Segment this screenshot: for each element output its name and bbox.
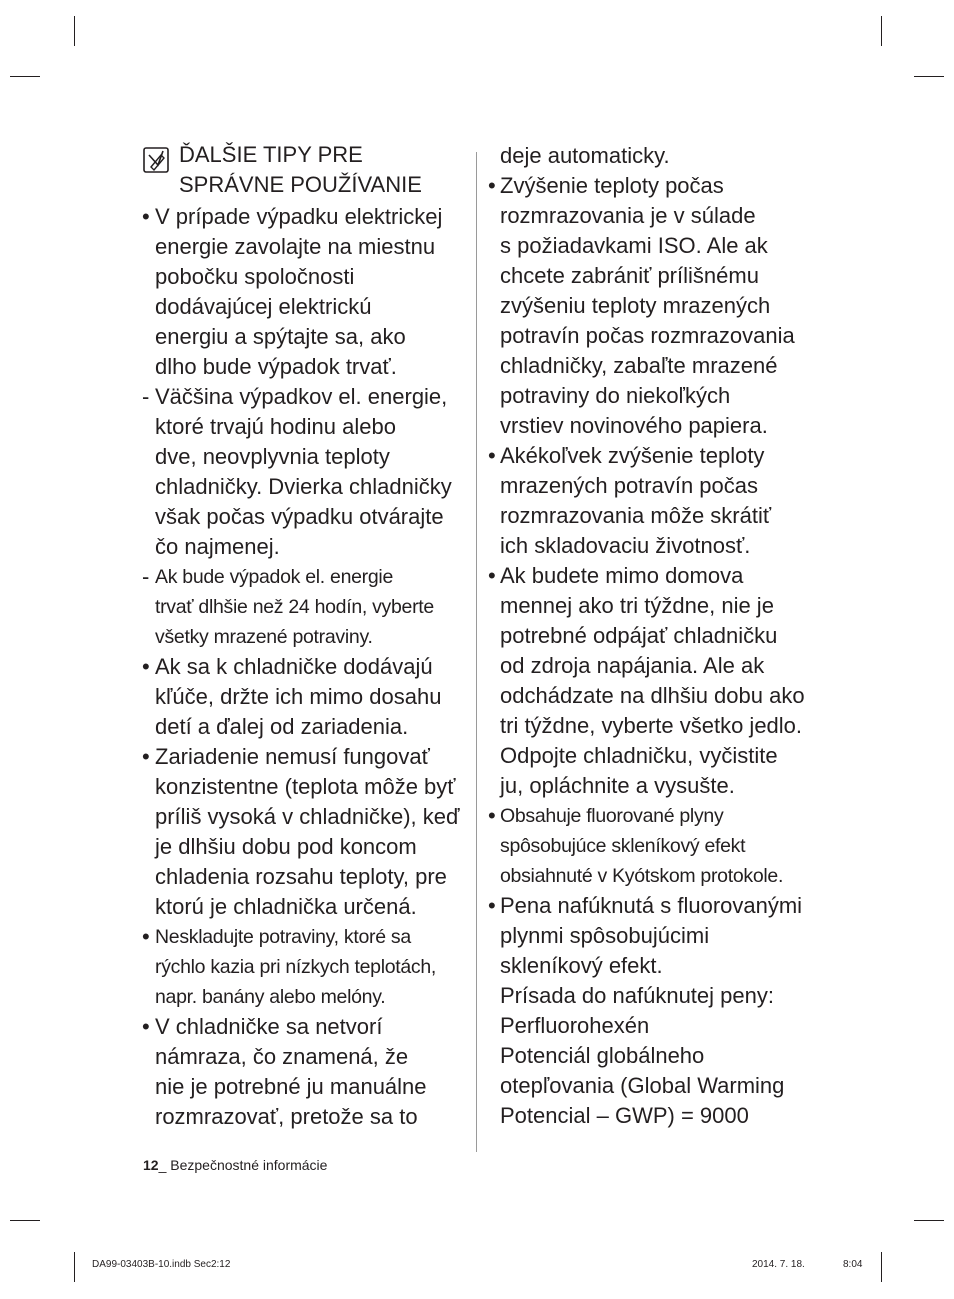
bullet-mark: • (488, 893, 496, 918)
text-line: spôsobujúce skleníkový efekt (500, 835, 746, 857)
slug-date: 2014. 7. 18. (752, 1259, 805, 1270)
text-line: dodávajúcej elektrickú (155, 294, 372, 319)
crop-mark (881, 1252, 882, 1282)
dash-mark: - (142, 384, 150, 409)
text-line: chladničky, zabaľte mrazené (500, 353, 778, 378)
text-line: deje automaticky. (500, 143, 670, 168)
heading-line-2: SPRÁVNE POUŽÍVANIE (179, 172, 422, 197)
text-line: dlho bude výpadok trvať. (155, 354, 397, 379)
text-line: príliš vysoká v chladničke), keď (155, 804, 460, 829)
text-line: Ak sa k chladničke dodávajú (155, 654, 433, 679)
text-line: napr. banány alebo melóny. (155, 986, 386, 1008)
crop-mark (74, 16, 75, 46)
text-line: Neskladujte potraviny, ktoré sa (155, 926, 411, 948)
text-line: Akékoľvek zvýšenie teploty (500, 443, 765, 468)
text-line: skleníkový efekt. (500, 953, 663, 978)
text-line: vrstiev novinového papiera. (500, 413, 768, 438)
column-divider (476, 152, 477, 1152)
text-line: potravín počas rozmrazovania (500, 323, 795, 348)
slug-time: 8:04 (843, 1259, 863, 1270)
text-line: pobočku spoločnosti (155, 264, 355, 289)
note-pencil-icon (143, 147, 169, 173)
text-line: ktorú je chladnička určená. (155, 894, 417, 919)
text-line: ich skladovaciu životnosť. (500, 533, 751, 558)
text-line: je dlhšiu dobu pod koncom (155, 834, 417, 859)
text-line: V chladničke sa netvorí (155, 1014, 383, 1039)
bullet-mark: • (142, 744, 150, 769)
text-line: Potenciál globálneho (500, 1043, 705, 1068)
bullet-mark: • (488, 173, 496, 198)
text-line: rozmrazovať, pretože sa to (155, 1104, 418, 1129)
text-line: chcete zabrániť prílišnému (500, 263, 759, 288)
text-line: chladenia rozsahu teploty, pre (155, 864, 447, 889)
section-heading (179, 140, 422, 200)
text-line: Zvýšenie teploty počas (500, 173, 724, 198)
crop-mark (10, 1220, 40, 1221)
text-line: ju, opláchnite a vysušte. (500, 773, 735, 798)
text-line: čo najmenej. (155, 534, 280, 559)
text-line: zvýšeniu teploty mrazených (500, 293, 771, 318)
text-line: kľúče, držte ich mimo dosahu (155, 684, 442, 709)
text-line: trvať dlhšie než 24 hodín, vyberte (155, 596, 434, 618)
text-line: Ak budete mimo domova (500, 563, 744, 588)
crop-mark (74, 1252, 75, 1282)
page-number: 12 (143, 1157, 159, 1173)
text-line: chladničky. Dvierka chladničky (155, 474, 452, 499)
bullet-mark: • (488, 563, 496, 588)
text-line: Prísada do nafúknutej peny: (500, 983, 774, 1008)
text-line: otepľovania (Global Warming (500, 1073, 785, 1098)
footer-section: _ Bezpečnostné informácie (158, 1157, 328, 1173)
text-line: Pena nafúknutá s fluorovanými (500, 893, 803, 918)
text-line: Obsahuje fluorované plyny (500, 805, 724, 827)
text-line: však počas výpadku otvárajte (155, 504, 444, 529)
text-line: detí a ďalej od zariadenia. (155, 714, 409, 739)
text-line: obsiahnuté v Kyótskom protokole. (500, 865, 784, 887)
text-line: V prípade výpadku elektrickej (155, 204, 443, 229)
page-footer (143, 1155, 327, 1175)
text-line: nie je potrebné ju manuálne (155, 1074, 427, 1099)
bullet-mark: • (488, 443, 496, 468)
text-line: mennej ako tri týždne, nie je (500, 593, 774, 618)
text-line: Väčšina výpadkov el. energie, (155, 384, 448, 409)
text-line: potraviny do niekoľkých (500, 383, 731, 408)
text-line: energie zavolajte na miestnu (155, 234, 436, 259)
text-line: námraza, čo znamená, že (155, 1044, 409, 1069)
text-line: od zdroja napájania. Ale ak (500, 653, 765, 678)
text-line: odchádzate na dlhšiu dobu ako (500, 683, 805, 708)
text-line: Odpojte chladničku, vyčistite (500, 743, 778, 768)
text-line: tri týždne, vyberte všetko jedlo. (500, 713, 803, 738)
text-line: s požiadavkami ISO. Ale ak (500, 233, 768, 258)
dash-mark: - (142, 564, 150, 589)
bullet-mark: • (488, 803, 496, 828)
text-line: mrazených potravín počas (500, 473, 759, 498)
crop-mark (881, 16, 882, 46)
text-line: Ak bude výpadok el. energie (155, 566, 393, 588)
bullet-mark: • (142, 204, 150, 229)
text-line: Perfluorohexén (500, 1013, 650, 1038)
heading-line-1: ĎALŠIE TIPY PRE (179, 142, 363, 167)
text-line: potrebné odpájať chladničku (500, 623, 778, 648)
text-line: plynmi spôsobujúcimi (500, 923, 710, 948)
bullet-mark: • (142, 654, 150, 679)
bullet-mark: • (142, 1014, 150, 1039)
text-line: ktoré trvajú hodinu alebo (155, 414, 396, 439)
text-line: Potencial – GWP) = 9000 (500, 1103, 749, 1128)
text-line: všetky mrazené potraviny. (155, 626, 373, 648)
text-line: Zariadenie nemusí fungovať (155, 744, 430, 769)
text-line: dve, neovplyvnia teploty (155, 444, 390, 469)
bullet-mark: • (142, 924, 150, 949)
crop-mark (914, 1220, 944, 1221)
text-line: konzistentne (teplota môže byť (155, 774, 456, 799)
crop-mark (914, 76, 944, 77)
crop-mark (10, 76, 40, 77)
text-line: rozmrazovania môže skrátiť (500, 503, 772, 528)
text-line: rozmrazovania je v súlade (500, 203, 756, 228)
slug-file: DA99-03403B-10.indb Sec2:12 (92, 1259, 231, 1270)
text-line: rýchlo kazia pri nízkych teplotách, (155, 956, 437, 978)
text-line: energiu a spýtajte sa, ako (155, 324, 406, 349)
